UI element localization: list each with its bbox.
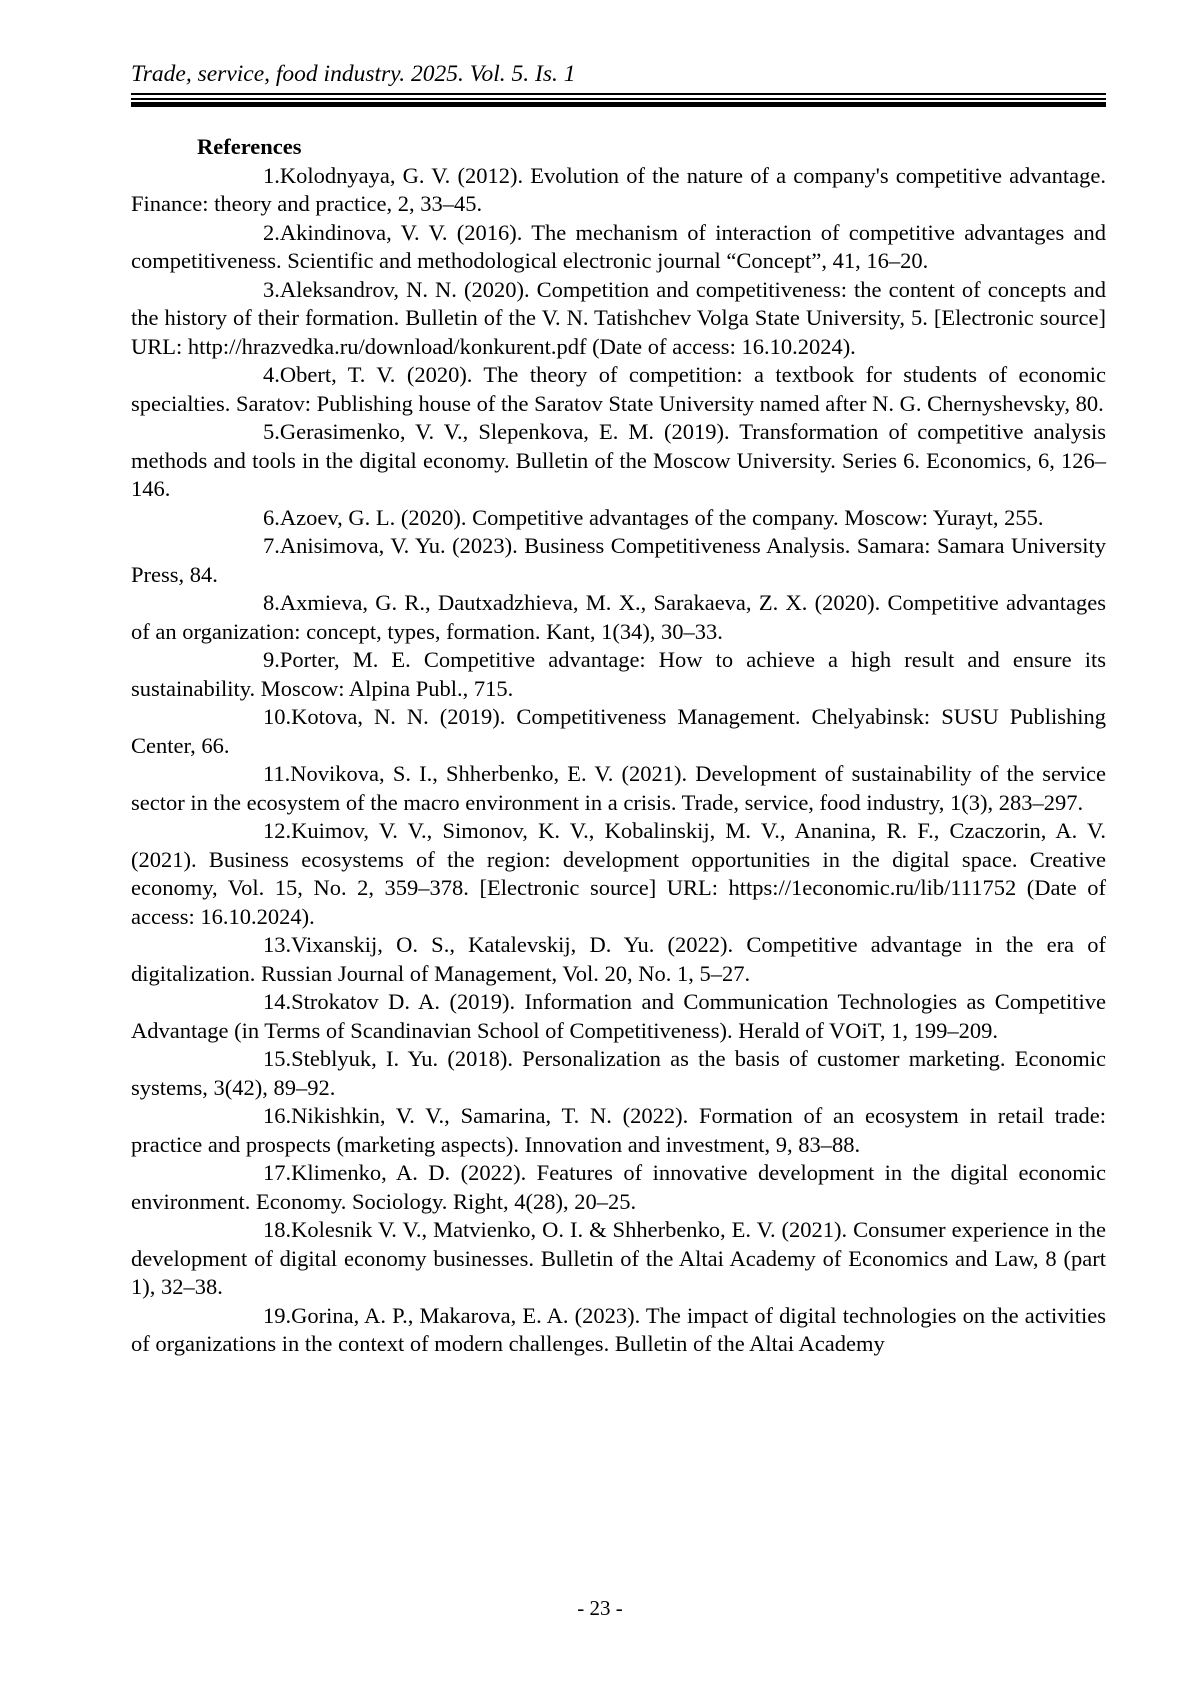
- reference-item: [131, 418, 1106, 504]
- reference-text: Obert, T. V. (2020). The theory of competition: a textbook for students of economic specialties. Saratov: Publishing house of the Saratov State University named after N. G. Chernyshevsky, 80.: [131, 362, 1106, 416]
- reference-text: Steblyuk, I. Yu. (2018). Personalization as the basis of customer marketing. Economic systems, 3(42), 89–92.: [131, 1046, 1106, 1100]
- reference-item: [131, 1159, 1106, 1216]
- reference-item: [131, 988, 1106, 1045]
- running-header: [131, 60, 1106, 107]
- reference-item: [131, 162, 1106, 219]
- reference-item: [131, 589, 1106, 646]
- page-content: [131, 133, 1106, 1359]
- reference-number: 19.: [263, 1302, 292, 1328]
- reference-item: [131, 817, 1106, 931]
- reference-text: Gorina, A. P., Makarova, E. A. (2023). The impact of digital technologies on the activities of organizations in the context of modern challenges. Bulletin of the Altai Academy: [131, 1302, 1106, 1356]
- reference-number: 17.: [263, 1160, 292, 1185]
- reference-text: Novikova, S. I., Shherbenko, E. V. (2021). Development of sustainability of the service sector in the ecosystem of the macro environment in a crisis. Trade, service, food industry, 1(3), 283–297.: [131, 761, 1106, 815]
- reference-text: Azoev, G. L. (2020). Competitive advantages of the company. Moscow: Yurayt, 255.: [279, 504, 1044, 530]
- reference-item: [131, 219, 1106, 276]
- reference-text: Kuimov, V. V., Simonov, K. V., Kobalinskij, M. V., Ananina, R. F., Czaczorin, A. V. (2021). Business ecosystems of the region: development opportunities in the digital space. Creative economy, Vol. 15, No. 2, 359–378. [Electronic source] URL: https://1economic.ru/lib/111752 (Date of access: 16.10.2024).: [131, 818, 1106, 929]
- reference-number: 8.: [263, 590, 280, 615]
- reference-text: Nikishkin, V. V., Samarina, T. N. (2022). Formation of an ecosystem in retail trade: practice and prospects (marketing aspects). Innovation and investment, 9, 83–88.: [131, 1103, 1106, 1157]
- reference-number: 18.: [263, 1217, 292, 1242]
- header-rule-thick: [131, 102, 1106, 107]
- reference-text: Axmieva, G. R., Dautxadzhieva, M. X., Sarakaeva, Z. X. (2020). Competitive advantages of an organization: concept, types, formation. Kant, 1(34), 30–33.: [131, 590, 1106, 644]
- reference-item: [131, 1216, 1106, 1302]
- reference-item: [131, 703, 1106, 760]
- reference-text: Anisimova, V. Yu. (2023). Business Competitiveness Analysis. Samara: Samara University Press, 84.: [131, 533, 1106, 587]
- references-heading: References: [197, 134, 302, 159]
- reference-text: Kolesnik V. V., Matvienko, O. I. & Shherbenko, E. V. (2021). Consumer experience in the development of digital economy businesses. Bulletin of the Altai Academy of Economics and Law, 8 (part 1), 32–38.: [131, 1217, 1106, 1299]
- reference-item: [131, 1102, 1106, 1159]
- reference-number: 4.: [263, 362, 280, 387]
- reference-text: Vixanskij, O. S., Katalevskij, D. Yu. (2022). Competitive advantage in the era of digitalization. Russian Journal of Management, Vol. 20, No. 1, 5–27.: [131, 932, 1106, 986]
- reference-text: Kotova, N. N. (2019). Competitiveness Management. Chelyabinsk: SUSU Publishing Center, 66.: [131, 704, 1106, 758]
- reference-number: 6.: [263, 504, 280, 530]
- reference-item: [131, 504, 1106, 533]
- reference-text: Porter, M. E. Competitive advantage: How to achieve a high result and ensure its sustainability. Moscow: Alpina Publ., 715.: [131, 647, 1106, 701]
- header-rule-thin: [131, 98, 1106, 100]
- reference-number: 16.: [263, 1103, 292, 1128]
- reference-number: 12.: [263, 818, 292, 843]
- reference-text: Strokatov D. A. (2019). Information and Communication Technologies as Competitive Advantage (in Terms of Scandinavian School of Competitiveness). Herald of VOiT, 1, 199–209.: [131, 989, 1106, 1043]
- reference-item: [131, 361, 1106, 418]
- journal-title: Trade, service, food industry. 2025. Vol. 5. Is. 1: [131, 60, 1106, 95]
- reference-text: Kolodnyaya, G. V. (2012). Evolution of the nature of a company's competitive advantage. Finance: theory and practice, 2, 33–45.: [131, 162, 1106, 216]
- reference-number: 9.: [263, 647, 280, 672]
- reference-item: [131, 1302, 1106, 1359]
- references-list: [131, 162, 1106, 1359]
- reference-number: 2.: [263, 219, 280, 245]
- reference-number: 7.: [263, 533, 280, 558]
- reference-item: [131, 1045, 1106, 1102]
- reference-item: [131, 931, 1106, 988]
- reference-number: 5.: [263, 419, 280, 444]
- reference-number: 15.: [263, 1046, 292, 1071]
- reference-number: 13.: [263, 932, 292, 957]
- reference-item: [131, 276, 1106, 362]
- reference-text: Aleksandrov, N. N. (2020). Competition and competitiveness: the content of concepts and the history of their formation. Bulletin of the V. N. Tatishchev Volga State University, 5. [Electronic source] URL: http://hrazvedka.ru/download/konkurent.pdf (Date of access: 16.10.2024).: [131, 276, 1106, 359]
- reference-item: [131, 532, 1106, 589]
- reference-number: 10.: [263, 704, 292, 729]
- reference-number: 11.: [263, 761, 291, 786]
- reference-number: 3.: [263, 276, 280, 302]
- reference-item: [131, 760, 1106, 817]
- reference-item: [131, 646, 1106, 703]
- reference-text: Klimenko, A. D. (2022). Features of innovative development in the digital economic environment. Economy. Sociology. Right, 4(28), 20–25.: [131, 1160, 1106, 1214]
- reference-number: 1.: [263, 162, 280, 188]
- reference-number: 14.: [263, 989, 292, 1014]
- reference-text: Gerasimenko, V. V., Slepenkova, E. M. (2019). Transformation of competitive analysis methods and tools in the digital economy. Bulletin of the Moscow University. Series 6. Economics, 6, 126–146.: [131, 419, 1106, 501]
- page-number: - 23 -: [577, 1596, 623, 1620]
- reference-text: Akindinova, V. V. (2016). The mechanism of interaction of competitive advantages and competitiveness. Scientific and methodological electronic journal “Concept”, 41, 16–20.: [131, 219, 1106, 273]
